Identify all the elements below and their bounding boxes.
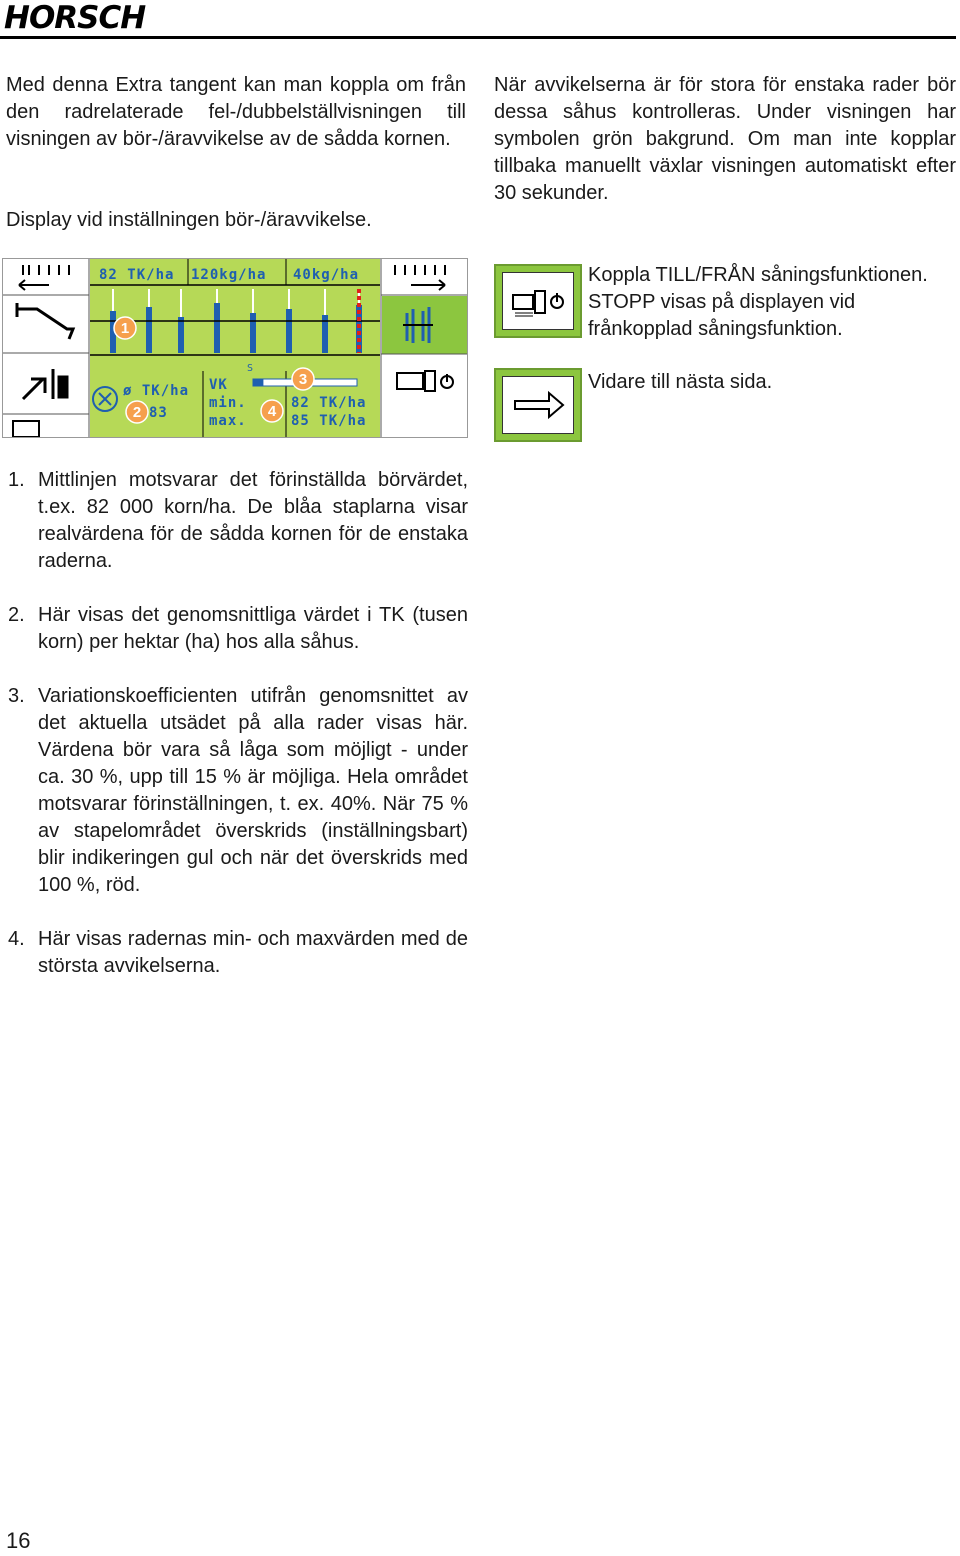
row-bar (286, 309, 292, 353)
list-item (8, 683, 468, 899)
header-rule (0, 36, 956, 39)
left-paragraph-1: Med denna Extra tangent kan man koppla om från den radrelaterade fel-/dubbelställvisningen till visningen av bör-/äravvikelse av de sådda kornen. (6, 74, 466, 150)
list-number: 2. (8, 604, 25, 626)
button-2-description: Vidare till nästa sida. (588, 371, 773, 393)
list-number: 1. (8, 469, 25, 491)
seeding-toggle-icon (503, 273, 573, 329)
max-value: 85 TK/ha (291, 413, 367, 429)
small-s: S (247, 363, 254, 374)
list-text: Här visas radernas min- och maxvärden med de största avvikelserna. (38, 928, 468, 977)
next-page-button[interactable] (494, 368, 582, 442)
list-text: Här visas det genomsnittliga värdet i TK (tusen korn) per hektar (ha) hos alla såhus. (38, 604, 468, 653)
page-number: 16 (6, 1528, 31, 1553)
avg-label: ø TK/ha (123, 383, 190, 399)
next-arrow-icon (503, 377, 573, 433)
row-bar (214, 303, 220, 353)
button-1-description: Koppla TILL/FRÅN såningsfunktionen. STOPP visas på displayen vid frånkopplad såningsfunktion. (588, 264, 928, 340)
seeding-toggle-button[interactable] (494, 264, 582, 338)
row-bar (146, 307, 152, 353)
left-paragraph-2: Display vid inställningen bör-/äravvikelse. (6, 209, 372, 231)
list-number: 4. (8, 928, 25, 950)
avg-value: 83 (149, 405, 168, 421)
list-item (8, 602, 468, 656)
svg-text:4: 4 (267, 403, 277, 420)
cv-gauge-fill (253, 379, 263, 386)
list-text: Variationskoefficienten utifrån genomsnittet av det aktuella utsädet på alla rader visas här. Värdena bör vara så låga som möjligt - under ca. 30 %, upp till 15 % är möjliga. Hela området motsvarar förinställningen, t. ex. 40%. När 75 % av stapelområdet överskrids (inställningsbart) blir indikeringen gul och när det överskrids med 100 %, röd. (38, 685, 468, 896)
min-value: 82 TK/ha (291, 395, 367, 411)
header-value-kg-1: 120kg/ha (191, 267, 267, 283)
header-value-kg-2: 40kg/ha (293, 267, 360, 283)
vk-label: VK (209, 377, 228, 393)
list-item (8, 926, 468, 980)
row-bar (250, 313, 256, 353)
list-text: Mittlinjen motsvarar det förinställda börvärdet, t.ex. 82 000 korn/ha. De blåa staplarna visar realvärdena för de sådda kornen för de enstaka raderna. (38, 469, 468, 572)
list-item (8, 467, 468, 575)
header-value-seed-rate: 82 TK/ha (99, 267, 175, 283)
svg-text:3: 3 (298, 371, 308, 388)
terminal-display (2, 258, 468, 438)
svg-text:2: 2 (132, 404, 142, 421)
row-bar (178, 317, 184, 353)
max-label: max. (209, 413, 247, 429)
min-label: min. (209, 395, 247, 411)
right-paragraph-1: När avvikelserna är för stora för enstaka rader bör dessa såhus kontrolleras. Under visningen har symbolen grön bakgrund. Om man inte kopplar tillbaka manuellt växlar visningen automatiskt efter 30 sekunder. (494, 74, 956, 204)
numbered-list (8, 467, 468, 1007)
horsch-logo: HORSCH (4, 0, 146, 36)
svg-text:1: 1 (120, 320, 130, 337)
list-number: 3. (8, 685, 25, 707)
